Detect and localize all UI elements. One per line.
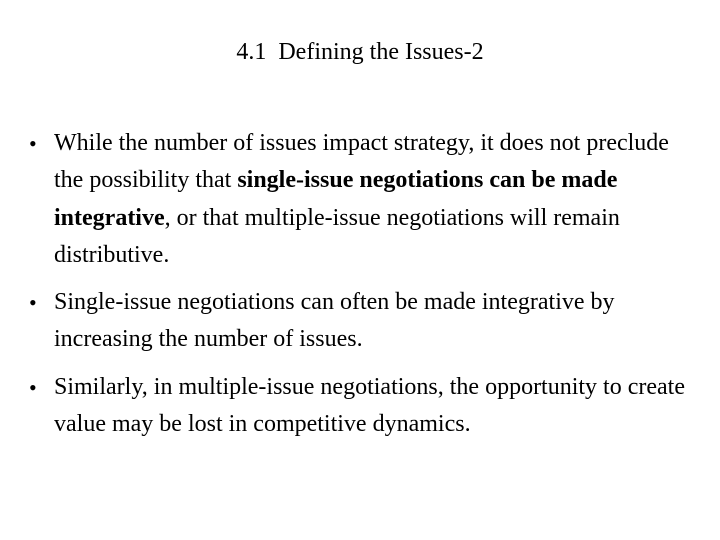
- bullet-text-segment: , or that multiple-issue negotiations will remain distributive.: [54, 204, 620, 268]
- bullet-text-segment: Single-issue negotiations can often be made integrative by increasing the number of issues.: [54, 289, 615, 353]
- bullet-item: [0, 284, 720, 359]
- slide-title: 4.1 Defining the Issues-2: [236, 39, 484, 65]
- bullet-text-segment: Similarly, in multiple-issue negotiations, the opportunity to create value may be lost in competitive dynamics.: [54, 373, 685, 438]
- bullet-text-emphasis: single-issue negotiations can be made integrative: [54, 167, 618, 231]
- bullet-dot-icon: •: [29, 131, 37, 156]
- bullet-dot-icon: •: [29, 374, 37, 400]
- bullet-list: [0, 125, 720, 453]
- bullet-item: [0, 369, 720, 444]
- bullet-dot-icon: •: [29, 290, 37, 316]
- bullet-item: [0, 125, 720, 274]
- bullet-text-segment: While the number of issues impact strategy, it does not preclude the possibility that: [54, 130, 669, 194]
